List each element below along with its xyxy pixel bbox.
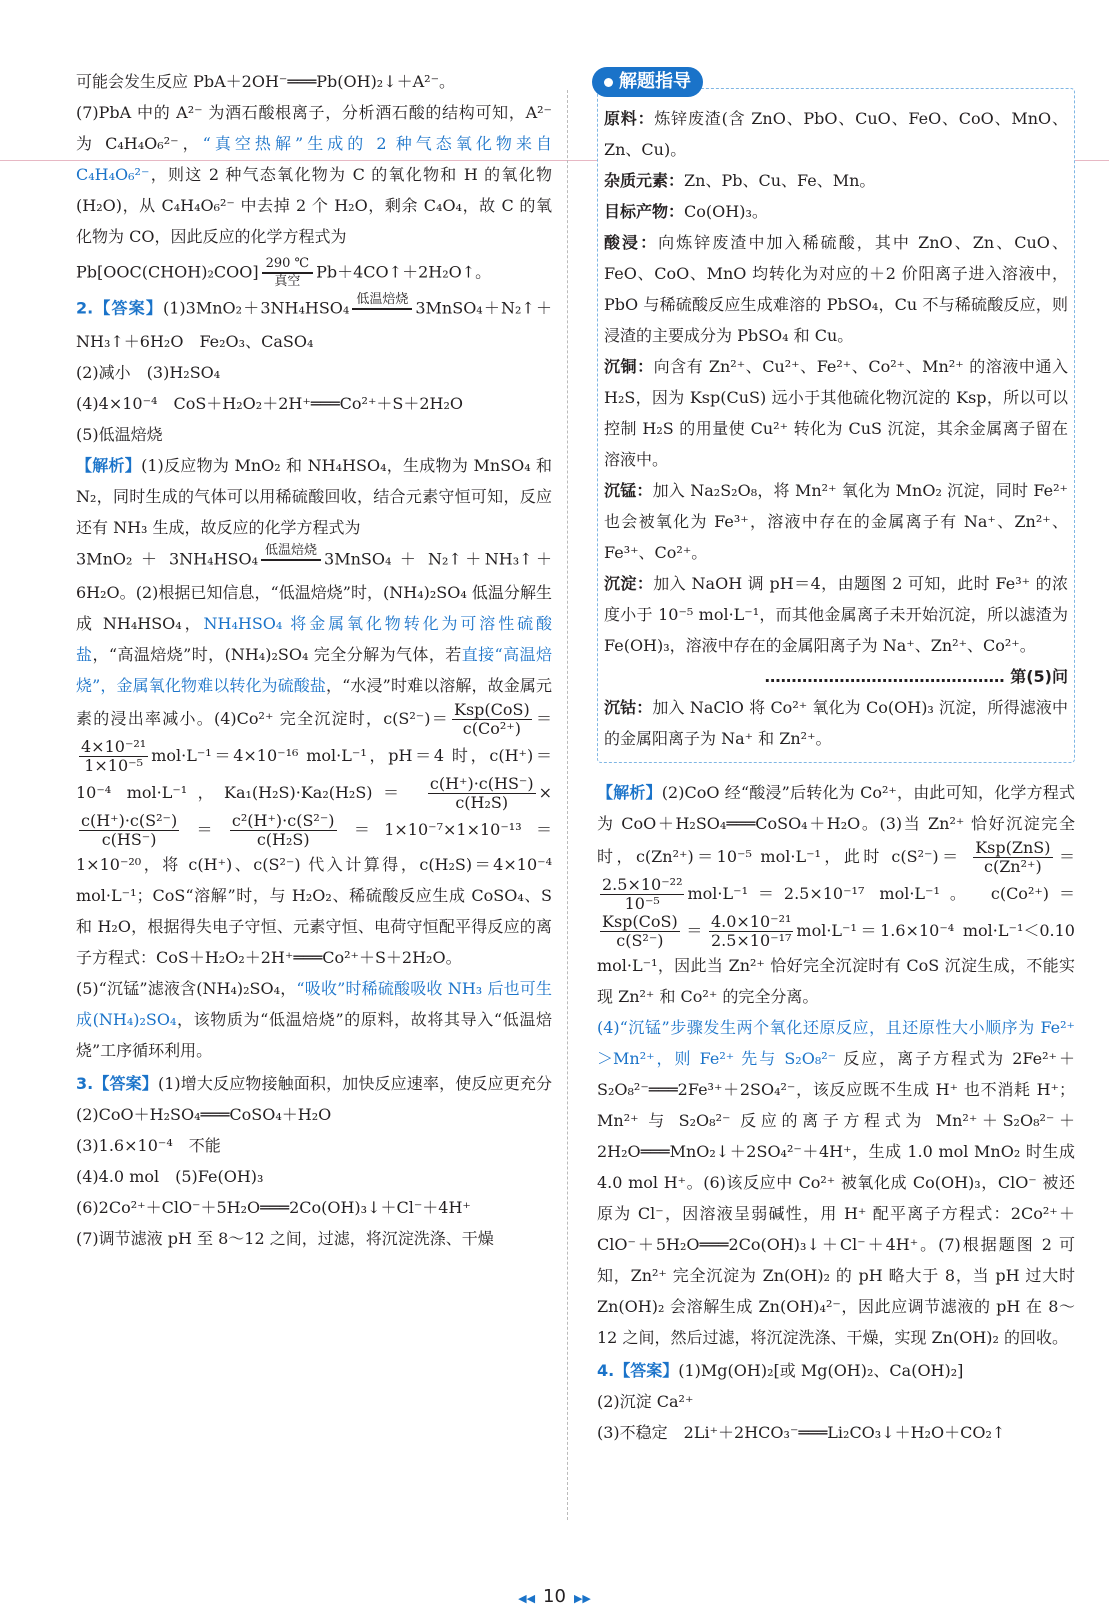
prev-arrow-icon: ◀◀ bbox=[518, 1592, 536, 1605]
answer-tag: 【答案】 bbox=[93, 1074, 158, 1093]
question-reference: ……………………………………… 第(5)问 bbox=[764, 667, 1068, 686]
analysis-paragraph: 3MnO₂ ＋ 3NH₄HSO₄ 低温焙烧 3MnSO₄ ＋ N₂↑＋NH₃↑＋6H₂O。(2)根据已知信息，“低温焙烧”时，(NH₄)₂SO₄ 低温分解生成 NH₄HSO₄，NH₄HSO₄ 将金属氧化物转化为可溶性硫酸盐，“高温焙烧”时，(NH₄)₂SO₄ 完全分解为气体，若直接“高温焙烧”，金属氧化物难以转化为硫酸盐，“水浸”时难以溶解，故金属元素的浸出率减小。(4)Co²⁺ 完全沉淀时，c(S²⁻)＝ $\frac{\text{Ksp(CoS)}}{\text{c(Co²⁺)}}$ ＝ $\frac{\text{4×10⁻²¹}}{\text{1×10⁻⁵}}$ mol·L⁻¹＝4×10⁻¹⁶ mol·L⁻¹，pH＝4 时，c(H⁺)＝10⁻⁴ mol·L⁻¹，Ka₁(H₂S)·Ka₂(H₂S)＝ $\frac{c(H^+)\cdot c(HS^-)}{\text{c(H₂S)}}$ × $\frac{\text{c(H⁺)·c(S²⁻)}}{c(HS^-)}$ ＝ $\frac{\text{c²(H⁺)·c(S²⁻)}}{\text{c(H₂S)}}$ ＝1×10⁻⁷×1×10⁻¹³＝1×10⁻²⁰，将 c(H⁺)、c(S²⁻) 代入计算得，c(H₂S)＝4×10⁻⁴ mol·L⁻¹；CoS“溶解”时，与 H₂O₂、稀硫酸反应生成 CoSO₄、S 和 H₂O，根据得失电子守恒、元素守恒、电荷守恒配平得反应的离子方程式：CoS＋H₂O₂＋2H⁺═══Co²⁺＋S＋2H₂O。 bbox=[76, 543, 552, 967]
answer-line: (3)1.6×10⁻⁴ 不能 bbox=[76, 1136, 221, 1155]
highlight-text: NH₄HSO₄ 将金属氧化物转化为可溶性硫酸盐 bbox=[76, 614, 552, 664]
highlight-text: “真空热解”生成的 2 种气态氧化物来自 C₄H₄O₆²⁻ bbox=[76, 134, 552, 184]
guide-item: 沉锰：加入 Na₂S₂O₈，将 Mn²⁺ 氧化为 MnO₂ 沉淀，同时 Fe²⁺ 也会被氧化为 Fe³⁺，溶液中存在的金属离子有 Na⁺、Zn²⁺、Fe³⁺、Co²⁺。 bbox=[604, 481, 1068, 562]
left-column bbox=[76, 66, 568, 1254]
answer-block: 2.【答案】(1)3MnO₂＋3NH₄HSO₄ 低温焙烧 3MnSO₄＋N₂↑＋NH₃↑＋6H₂O Fe₂O₃、CaSO₄ bbox=[76, 292, 552, 351]
guide-item: 沉淀：加入 NaOH 调 pH＝4，由题图 2 可知，此时 Fe³⁺ 的浓度小于 10⁻⁵ mol·L⁻¹，而其他金属离子未开始沉淀，所以滤渣为 Fe(OH)₃，溶液中存在的金属阳离子为 Na⁺、Zn²⁺、Co²⁺。 bbox=[604, 574, 1068, 655]
analysis-paragraph: 【解析】(2)CoO 经“酸浸”后转化为 Co²⁺，由此可知，化学方程式为 CoO＋H₂SO₄═══CoSO₄＋H₂O。(3)当 Zn²⁺ 恰好沉淀完全时，c(Zn²⁺)＝10⁻⁵ mol·L⁻¹，此时 c(S²⁻)＝ $\frac{\text{Ksp(ZnS)}}{\text{c(Zn²⁺)}}$ ＝ $\frac{\text{2.5×10⁻²²}}{\text{10⁻⁵}}$ mol·L⁻¹＝2.5×10⁻¹⁷ mol·L⁻¹。 c(Co²⁺)＝ $\frac{\text{Ksp(CoS)}}{\text{c(S²⁻)}}$ ＝ $\frac{\text{4.0×10⁻²¹}}{\text{2.5×10⁻¹⁷}}$ mol·L⁻¹＝1.6×10⁻⁴ mol·L⁻¹＜0.10 mol·L⁻¹，因此当 Zn²⁺ 恰好完全沉淀时有 CoS 沉淀生成，不能实现 Zn²⁺ 和 Co²⁺ 的完全分离。 bbox=[597, 783, 1075, 1006]
analysis-tag: 【解析】 bbox=[76, 456, 142, 475]
right-column bbox=[597, 66, 1075, 1448]
answer-line: (7)调节滤液 pH 至 8～12 之间，过滤，将沉淀洗涤、干燥 bbox=[76, 1229, 494, 1248]
reaction-arrow: 低温焙烧 bbox=[352, 292, 412, 326]
answer-line: (3)不稳定 2Li⁺＋2HCO₃⁻═══Li₂CO₃↓＋H₂O＋CO₂↑ bbox=[597, 1423, 1006, 1442]
question-number: 3. bbox=[76, 1074, 94, 1093]
reaction-arrow: 290 ℃ 真空 bbox=[262, 256, 314, 290]
fraction: $\frac{c(H^+)\cdot c(HS^-)}{\text{c(H₂S)}}$ bbox=[429, 774, 534, 812]
fraction: $\frac{\text{c(H⁺)·c(S²⁻)}}{c(HS^-)}$ bbox=[81, 811, 178, 849]
fraction: $\frac{\text{Ksp(ZnS)}}{\text{c(Zn²⁺)}}$ bbox=[975, 838, 1051, 876]
page-number: ◀◀ 10 ▶▶ bbox=[518, 1586, 591, 1607]
analysis-paragraph: (4)“沉锰”步骤发生两个氧化还原反应，且还原性大小顺序为 Fe²⁺＞Mn²⁺，则 Fe²⁺ 先与 S₂O₈²⁻ 反应，离子方程式为 2Fe²⁺＋S₂O₈²⁻═══2Fe³⁺＋2SO₄²⁻，该反应既不生成 H⁺ 也不消耗 H⁺；Mn²⁺ 与 S₂O₈²⁻ 反应的离子方程式为 Mn²⁺＋S₂O₈²⁻＋2H₂O═══MnO₂↓＋2SO₄²⁻＋4H⁺，生成 1.0 mol MnO₂ 时生成 4.0 mol H⁺。(6)该反应中 Co²⁺ 被氧化成 Co(OH)₃，ClO⁻ 被还原为 Cl⁻，因溶液呈弱碱性，用 H⁺ 配平离子方程式：2Co²⁺＋ClO⁻＋5H₂O═══2Co(OH)₃↓＋Cl⁻＋4H⁺。(7)根据题图 2 可知，Zn²⁺ 完全沉淀为 Zn(OH)₂ 的 pH 略大于 8，当 pH 过大时 Zn(OH)₂ 会溶解生成 Zn(OH)₄²⁻，因此应调节滤液的 pH 在 8～12 之间，然后过滤，将沉淀洗涤、干燥，实现 Zn(OH)₂ 的回收。 bbox=[597, 1018, 1075, 1347]
answer-line: (2)沉淀 Ca²⁺ bbox=[597, 1392, 694, 1411]
answer-line: (2)减小 (3)H₂SO₄ bbox=[76, 363, 221, 382]
highlight-text: “吸收”时稀硫酸吸收 NH₃ 后也可生成(NH₄)₂SO₄ bbox=[76, 979, 552, 1029]
fraction: $\frac{\text{4×10⁻²¹}}{\text{1×10⁻⁵}}$ bbox=[81, 737, 147, 775]
question-number: 2. bbox=[76, 298, 94, 318]
equation-line: Pb[OOC(CHOH)₂COO] 290 ℃ 真空 Pb＋4CO↑＋2H₂O↑。 bbox=[76, 256, 492, 289]
next-arrow-icon: ▶▶ bbox=[573, 1592, 591, 1605]
solution-guide-box bbox=[597, 71, 1075, 763]
text-paragraph: (7)PbA 中的 A²⁻ 为酒石酸根离子，分析酒石酸的结构可知，A²⁻ 为 C₄H₄O₆²⁻，“真空热解”生成的 2 种气态氧化物来自 C₄H₄O₆²⁻，则这 2 种气态氧化物为 C 的氧化物和 H 的氧化物(H₂O)，从 C₄H₄O₆²⁻ 中去掉 2 个 H₂O，剩余 C₄O₄，故 C 的氧化物为 CO，因此反应的化学方程式为 bbox=[76, 103, 552, 246]
answer-line: (5)低温焙烧 bbox=[76, 425, 163, 444]
guide-item: 原料：炼锌废渣(含 ZnO、PbO、CuO、FeO、CoO、MnO、Zn、Cu)。 bbox=[604, 109, 1068, 159]
fraction: $\frac{\text{Ksp(CoS)}}{\text{c(S²⁻)}}$ bbox=[602, 912, 678, 950]
fraction: $\frac{\text{2.5×10⁻²²}}{\text{10⁻⁵}}$ bbox=[602, 875, 683, 913]
solution-guide-title: 解题指导 bbox=[592, 67, 703, 97]
text-paragraph: 可能会发生反应 PbA＋2OH⁻═══Pb(OH)₂↓＋A²⁻。 bbox=[76, 72, 456, 91]
guide-item: 沉铜：向含有 Zn²⁺、Cu²⁺、Fe²⁺、Co²⁺、Mn²⁺ 的溶液中通入 H₂S，因为 Ksp(CuS) 远小于其他硫化物沉淀的 Ksp，所以可以控制 H₂S 的用量使 Cu²⁺ 转化为 CuS 沉淀，其余金属离子留在溶液中。 bbox=[604, 357, 1068, 469]
answer-block: 3.【答案】(1)增大反应物接触面积，加快反应速率，使反应更充分 (2)CoO＋H₂SO₄═══CoSO₄＋H₂O bbox=[76, 1074, 568, 1124]
answer-tag: 【答案】 bbox=[93, 298, 163, 318]
column-divider bbox=[567, 90, 568, 1520]
guide-item: 杂质元素：Zn、Pb、Cu、Fe、Mn。 bbox=[604, 171, 876, 190]
answer-line: (4)4×10⁻⁴ CoS＋H₂O₂＋2H⁺═══Co²⁺＋S＋2H₂O bbox=[76, 394, 464, 413]
guide-item: 酸浸：向炼锌废渣中加入稀硫酸，其中 ZnO、Zn、CuO、FeO、CoO、MnO 均转化为对应的＋2 价阳离子进入溶液中，PbO 与稀硫酸反应生成难溶的 PbSO₄，Cu 不与稀硫酸反应，则浸渣的主要成分为 PbSO₄ 和 Cu。 bbox=[604, 233, 1068, 345]
analysis-paragraph: 【解析】(1)反应物为 MnO₂ 和 NH₄HSO₄，生成物为 MnSO₄ 和 N₂，同时生成的气体可以用稀硫酸回收，结合元素守恒可知，反应还有 NH₃ 生成，故反应的化学方程式为 bbox=[76, 456, 552, 537]
answer-block: 4.【答案】(1)Mg(OH)₂[或 Mg(OH)₂、Ca(OH)₂] bbox=[597, 1361, 964, 1380]
answer-line: (6)2Co²⁺＋ClO⁻＋5H₂O═══2Co(OH)₃↓＋Cl⁻＋4H⁺ bbox=[76, 1198, 471, 1217]
guide-item: 沉钴：加入 NaClO 将 Co²⁺ 氧化为 Co(OH)₃ 沉淀，所得滤液中的金属阳离子为 Na⁺ 和 Zn²⁺。 bbox=[604, 698, 1068, 748]
highlight-text: (4)“沉锰”步骤发生两个氧化还原反应，且还原性大小顺序为 Fe²⁺＞Mn²⁺，则 Fe²⁺ 先与 S₂O₈²⁻ bbox=[597, 1018, 1075, 1068]
fraction: $\frac{\text{Ksp(CoS)}}{\text{c(Co²⁺)}}$ bbox=[454, 700, 530, 738]
fraction: $\frac{\text{c²(H⁺)·c(S²⁻)}}{\text{c(H₂S)}}$ bbox=[231, 811, 335, 849]
reaction-arrow: 低温焙烧 bbox=[261, 543, 321, 577]
answer-line: (4)4.0 mol (5)Fe(OH)₃ bbox=[76, 1167, 264, 1186]
analysis-tag: 【解析】 bbox=[597, 783, 662, 802]
guide-item: 目标产物：Co(OH)₃。 bbox=[604, 202, 768, 221]
fraction: $\frac{\text{4.0×10⁻²¹}}{\text{2.5×10⁻¹⁷}}$ bbox=[710, 912, 792, 950]
analysis-paragraph: (5)“沉锰”滤液含(NH₄)₂SO₄，“吸收”时稀硫酸吸收 NH₃ 后也可生成(NH₄)₂SO₄，该物质为“低温焙烧”的原料，故将其导入“低温焙烧”工序循环利用。 bbox=[76, 979, 552, 1060]
bullet-icon bbox=[604, 78, 613, 87]
answer-tag: 【答案】 bbox=[614, 1361, 679, 1380]
highlight-text: 直接“高温焙烧”，金属氧化物难以转化为硫酸盐 bbox=[76, 645, 552, 695]
question-number: 4. bbox=[597, 1361, 615, 1380]
